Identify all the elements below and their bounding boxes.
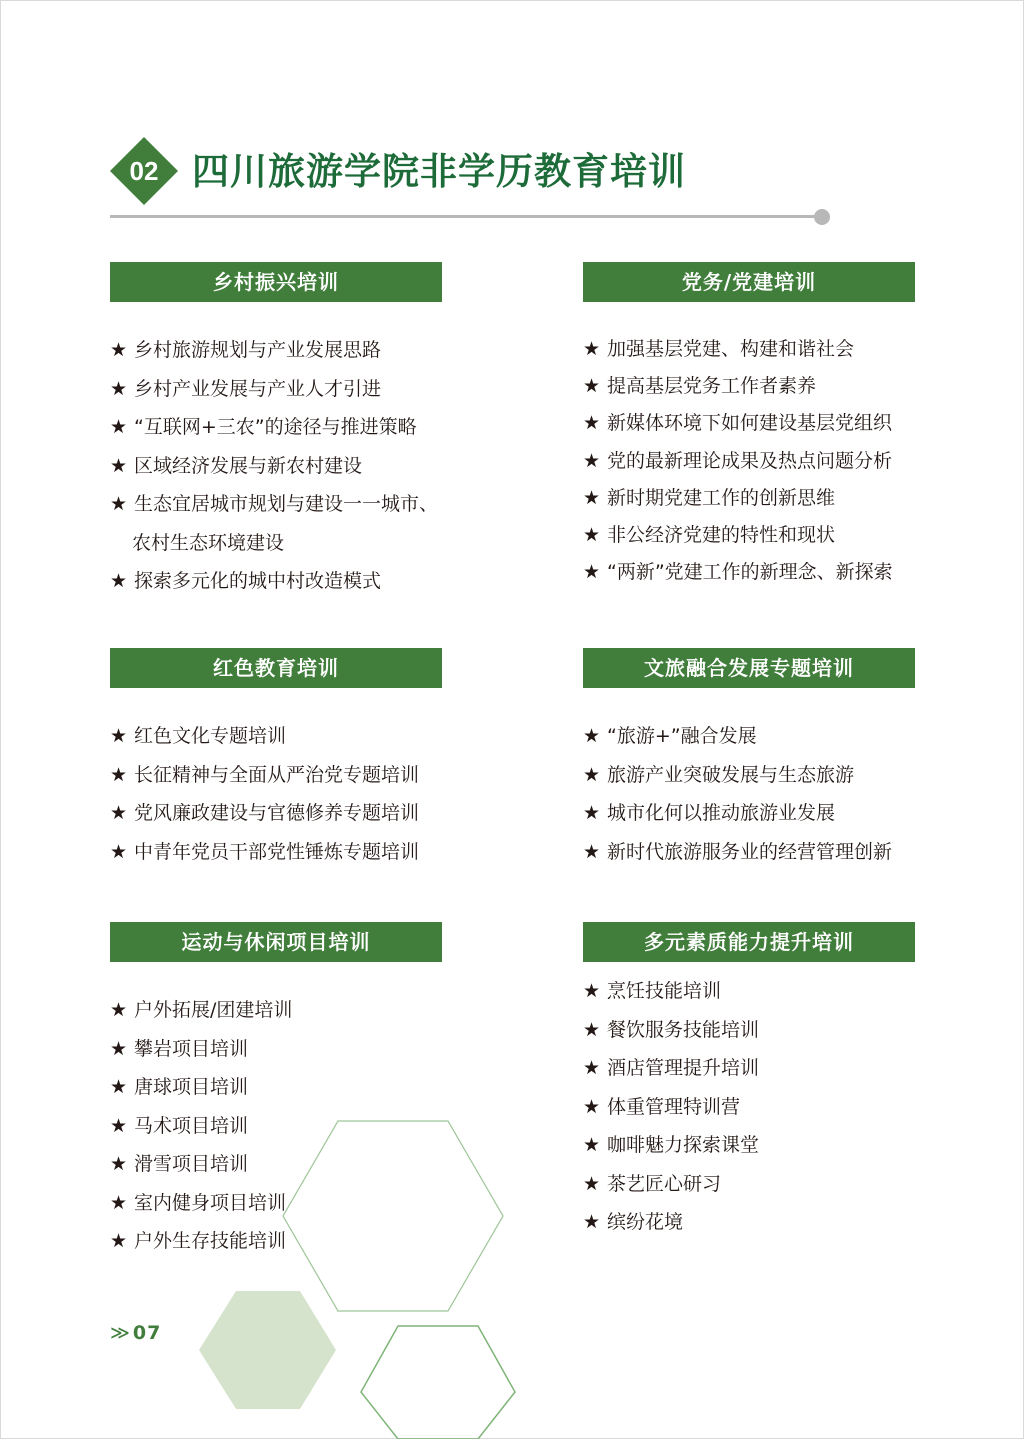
star-icon: ★ xyxy=(583,1134,601,1156)
list-item: ★ 长征精神与全面从严治党专题培训 xyxy=(110,756,442,795)
list-item-continuation: 农村生态环境建设 xyxy=(132,531,285,554)
list-item: ★ 区域经济发展与新农村建设 xyxy=(110,447,442,486)
section-header: 多元素质能力提升培训 xyxy=(583,922,915,962)
header-divider xyxy=(110,215,816,218)
star-icon: ★ xyxy=(583,802,601,824)
star-icon: ★ xyxy=(583,449,601,472)
star-icon: ★ xyxy=(583,1211,601,1233)
training-list xyxy=(110,717,442,871)
star-icon: ★ xyxy=(583,1095,601,1118)
star-icon: ★ xyxy=(583,338,601,360)
star-icon: ★ xyxy=(110,802,128,824)
training-list xyxy=(583,331,915,591)
star-icon: ★ xyxy=(110,493,128,515)
star-icon: ★ xyxy=(110,1191,128,1214)
star-icon: ★ xyxy=(110,454,128,477)
list-item: ★ 酒店管理提升培训 xyxy=(583,1049,915,1088)
section-competency-improvement xyxy=(583,922,915,1242)
list-item: ★ “两新”党建工作的新理念、新探索 xyxy=(583,554,915,591)
star-icon: ★ xyxy=(583,840,601,863)
list-item: ★ 党风廉政建设与官德修养专题培训 xyxy=(110,794,442,833)
section-red-education xyxy=(110,648,442,871)
list-item: ★ 室内健身项目培训 xyxy=(110,1184,442,1223)
star-icon: ★ xyxy=(110,763,128,786)
list-item: ★ 党的最新理论成果及热点问题分析 xyxy=(583,443,915,480)
list-item: ★ 户外生存技能培训 xyxy=(110,1222,442,1261)
list-item: ★ “互联网+三农”的途径与推进策略 xyxy=(110,408,442,447)
star-icon: ★ xyxy=(583,486,601,509)
star-icon: ★ xyxy=(110,1114,128,1137)
star-icon: ★ xyxy=(583,412,601,435)
section-header: 红色教育培训 xyxy=(110,648,442,688)
list-item: ★ 攀岩项目培训 xyxy=(110,1030,442,1069)
list-item: ★ 体重管理特训营 xyxy=(583,1088,915,1127)
star-icon: ★ xyxy=(110,840,128,863)
list-item: ★ 咖啡魅力探索课堂 xyxy=(583,1126,915,1165)
training-list xyxy=(583,717,915,871)
star-icon: ★ xyxy=(110,416,128,438)
star-icon: ★ xyxy=(583,725,601,747)
section-header: 文旅融合发展专题培训 xyxy=(583,648,915,688)
list-item: ★ “旅游+”融合发展 xyxy=(583,717,915,756)
list-item: ★ 滑雪项目培训 xyxy=(110,1145,442,1184)
list-item: ★ 加强基层党建、构建和谐社会 xyxy=(583,331,915,368)
list-item: ★ 餐饮服务技能培训 xyxy=(583,1011,915,1050)
star-icon: ★ xyxy=(583,1018,601,1041)
star-icon: ★ xyxy=(110,725,128,747)
training-list xyxy=(110,991,442,1261)
divider-dot xyxy=(814,209,830,225)
training-list xyxy=(110,331,442,601)
section-rural-revitalization xyxy=(110,262,442,601)
star-icon: ★ xyxy=(110,1153,128,1175)
star-icon: ★ xyxy=(110,1037,128,1060)
list-item: ★ 乡村旅游规划与产业发展思路 xyxy=(110,331,442,370)
star-icon: ★ xyxy=(583,375,601,398)
star-icon: ★ xyxy=(110,999,128,1021)
list-item: ★ 非公经济党建的特性和现状 xyxy=(583,517,915,554)
star-icon: ★ xyxy=(110,570,128,592)
section-sports-leisure xyxy=(110,922,442,1261)
list-item: ★ 中青年党员干部党性锤炼专题培训 xyxy=(110,833,442,872)
list-item: ★ 新时代旅游服务业的经营管理创新 xyxy=(583,833,915,872)
double-chevron-icon: ≫ xyxy=(110,1322,131,1344)
list-item: ★ 乡村产业发展与产业人才引进 xyxy=(110,370,442,409)
star-icon: ★ xyxy=(110,377,128,400)
list-item: ★ 新时期党建工作的创新思维 xyxy=(583,480,915,517)
badge-number: 02 xyxy=(129,156,159,186)
section-number-badge xyxy=(110,137,178,205)
list-item: ★ 旅游产业突破发展与生态旅游 xyxy=(583,756,915,795)
star-icon: ★ xyxy=(583,763,601,786)
list-item: ★ 城市化何以推动旅游业发展 xyxy=(583,794,915,833)
list-item: ★ 茶艺匠心研习 xyxy=(583,1165,915,1204)
list-item: ★ 新媒体环境下如何建设基层党组织 xyxy=(583,405,915,442)
section-header: 运动与休闲项目培训 xyxy=(110,922,442,962)
training-list xyxy=(583,972,915,1242)
list-item: ★ 生态宜居城市规划与建设一一城市、 xyxy=(110,485,442,524)
list-item: ★ 红色文化专题培训 xyxy=(110,717,442,756)
list-item: ★ 烹饪技能培训 xyxy=(583,972,915,1011)
star-icon: ★ xyxy=(583,524,601,547)
list-item: ★ 唐球项目培训 xyxy=(110,1068,442,1107)
star-icon: ★ xyxy=(583,561,601,584)
list-item: ★ 探索多元化的城中村改造模式 xyxy=(110,562,442,601)
section-header: 乡村振兴培训 xyxy=(110,262,442,302)
star-icon: ★ xyxy=(110,1076,128,1098)
section-header: 党务/党建培训 xyxy=(583,262,915,302)
page-title: 四川旅游学院非学历教育培训 xyxy=(192,150,686,193)
list-item: ★ 马术项目培训 xyxy=(110,1107,442,1146)
list-item: ★ 户外拓展/团建培训 xyxy=(110,991,442,1030)
section-culture-tourism xyxy=(583,648,915,871)
list-item: ★ 提高基层党务工作者素养 xyxy=(583,368,915,405)
star-icon: ★ xyxy=(110,339,128,361)
page-number-value: 07 xyxy=(132,1322,162,1344)
section-party-building xyxy=(583,262,915,591)
page-number xyxy=(110,1322,161,1344)
star-icon: ★ xyxy=(110,1230,128,1252)
list-item: ★ 缤纷花境 xyxy=(583,1203,915,1242)
star-icon: ★ xyxy=(583,1172,601,1195)
star-icon: ★ xyxy=(583,980,601,1002)
star-icon: ★ xyxy=(583,1057,601,1079)
